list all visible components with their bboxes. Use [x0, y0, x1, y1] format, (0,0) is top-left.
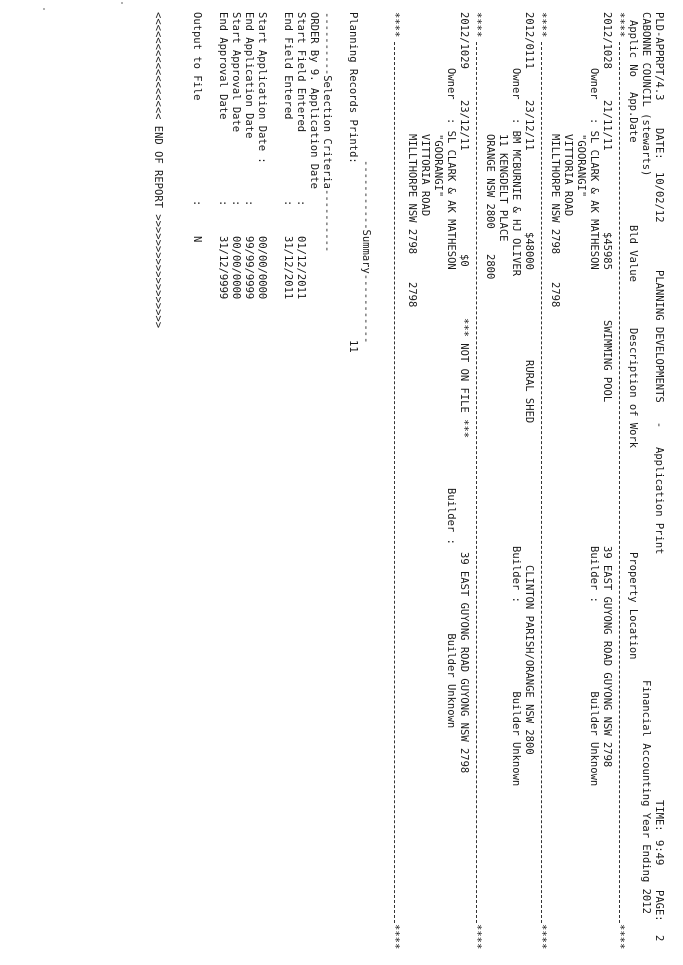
owner-postcode: 2800	[484, 254, 496, 280]
criteria-end-approval: End Approval Date : 31/12/9999	[217, 12, 229, 300]
criteria-start-app: Start Application Date : 00/00/0000	[256, 12, 268, 300]
criteria-end-field: End Field Entered : 31/12/2011	[282, 12, 294, 300]
description: *** NOT ON FILE ***	[458, 318, 470, 439]
applic-no: 2012/0111	[523, 12, 535, 69]
criteria-end-app: End Application Date : 99/99/9999	[243, 12, 255, 300]
owner-label: Owner	[588, 68, 600, 100]
summary-records	[346, 0, 359, 965]
report-title: PLANNING DEVELOPMENTS - Application Print	[653, 270, 665, 555]
owner-address-line: ORANGE NSW 2800 2800	[484, 134, 496, 280]
owner-row	[587, 0, 600, 965]
applic-no: 2012/1028	[601, 12, 613, 69]
app-date: 21/11/11	[601, 100, 613, 151]
start-marker: ****	[614, 12, 626, 38]
owner-address-line: 11 KENGDELT PLACE	[497, 134, 509, 242]
owner-row	[509, 0, 522, 965]
owner-row	[444, 0, 457, 965]
builder: Builder : Builder Unknown	[510, 546, 522, 787]
header-line-2	[639, 0, 652, 965]
report-time: 9:49	[653, 840, 665, 866]
col-property: Property Location	[627, 552, 639, 660]
col-description: Description of Work	[627, 328, 639, 449]
owner-address-line: "GOORANGI"	[432, 134, 444, 198]
owner-address-line: VITTORIA ROAD	[562, 134, 574, 217]
owner-address-line: "GOORANGI"	[575, 134, 587, 198]
separator-row: **** ****	[389, 12, 401, 950]
scan-speck	[121, 2, 123, 4]
record-row	[600, 0, 613, 965]
end-marker: ****	[614, 924, 626, 950]
separator-row: **** ****	[471, 12, 483, 950]
builder: Builder : Builder Unknown	[445, 488, 457, 729]
property-location: 39 EAST GUYONG ROAD GUYONG NSW 2798	[601, 546, 613, 768]
criteria-output: Output to File : N	[191, 12, 203, 243]
property-location: CLINTON PARISH/ORANGE NSW 2800	[523, 565, 535, 755]
separator-row: **** ****	[536, 12, 548, 950]
builder: Builder : Builder Unknown	[588, 546, 600, 787]
owner-address-line: MILLTHORPE NSW 2798 2798	[549, 134, 561, 308]
bld-value: $45985	[601, 232, 613, 270]
owner-label: Owner	[445, 68, 457, 100]
criteria-start-approval: Start Approval Date : 00/00/0000	[230, 12, 242, 300]
col-applic-no: Applic No	[627, 20, 639, 77]
criteria-start-field: Start Field Entered : 01/12/2011	[295, 12, 307, 300]
app-date: 23/12/11	[458, 100, 470, 151]
criteria-heading: ----------Selection Criteria----------	[321, 12, 333, 253]
report-date: 10/02/12	[653, 172, 665, 223]
owner-label: Owner	[510, 68, 522, 100]
col-app-date: App.Date	[627, 92, 639, 143]
owner-name: : BM MCBURNIE & HJ OLIVER	[510, 118, 522, 277]
dashed-rule	[619, 42, 620, 923]
scan-speck	[43, 8, 45, 10]
page-number: 2	[653, 935, 665, 942]
owner-postcode: 2798	[549, 282, 561, 308]
header-line-1	[652, 0, 665, 965]
end-of-report: <<<<<<<<<<<<<<<<< END OF REPORT >>>>>>>>>>>>>>>>>>	[152, 12, 164, 329]
time-label: TIME:	[653, 800, 665, 832]
bld-value: $48000	[523, 232, 535, 270]
date-label: DATE:	[653, 128, 665, 160]
description: RURAL SHED	[523, 360, 535, 424]
page-label: PAGE:	[653, 890, 665, 922]
records-count: 11	[347, 340, 359, 353]
property-location: 39 EAST GUYONG ROAD GUYONG NSW 2798	[458, 552, 470, 774]
col-bld-value: Bld Value	[627, 225, 639, 282]
financial-year: Financial Accounting Year Ending 2012	[640, 680, 652, 914]
report-id: PLD-APPRPT/4.3	[653, 12, 665, 101]
owner-address-line: MILLTHORPE NSW 2798 2798	[406, 134, 418, 308]
council-name: CABONNE COUNCIL (stewarts)	[640, 12, 652, 177]
criteria-order-by: ORDER By 9. Application Date	[308, 12, 320, 190]
applic-no: 2012/1029	[458, 12, 470, 69]
separator-row	[613, 0, 626, 965]
owner-name: : SL CLARK & AK MATHESON	[588, 118, 600, 270]
owner-name: : SL CLARK & AK MATHESON	[445, 118, 457, 270]
record-row	[457, 0, 470, 965]
records-label: Planning Records Printd:	[347, 12, 359, 164]
record-row	[522, 0, 535, 965]
app-date: 23/12/11	[523, 100, 535, 151]
owner-address-line: VITTORIA ROAD	[419, 134, 431, 217]
bld-value: $0	[458, 254, 470, 267]
summary-heading: -----------Summary-----------	[360, 160, 372, 344]
owner-postcode: 2798	[406, 282, 418, 308]
column-headers	[626, 0, 639, 965]
description: SWIMMING POOL	[601, 320, 613, 403]
